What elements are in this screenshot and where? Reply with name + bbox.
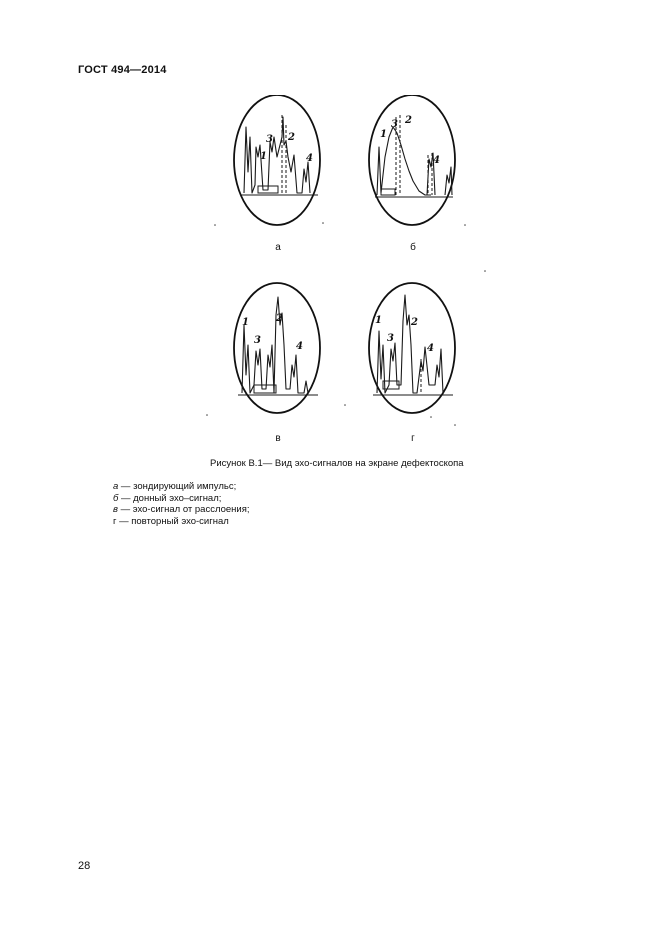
trace-label-4: 4 bbox=[296, 341, 303, 352]
scope-panel-c bbox=[234, 283, 320, 413]
trace-label-4: 4 bbox=[427, 343, 434, 354]
legend-text: — зондирующий импульс; bbox=[118, 481, 237, 492]
legend-key: в bbox=[113, 504, 118, 515]
trace-label-2: 2 bbox=[411, 317, 418, 328]
trace-label-3: 3 bbox=[391, 119, 398, 130]
panel-label-d: г bbox=[411, 433, 415, 444]
oscilloscope-figure bbox=[195, 95, 495, 450]
scope-panel-d bbox=[369, 283, 455, 413]
panel-label-c: в bbox=[275, 433, 281, 444]
trace-label-4: 4 bbox=[433, 155, 440, 166]
legend-item bbox=[113, 481, 250, 493]
panel-label-b: б bbox=[410, 242, 416, 253]
legend-key: а bbox=[113, 481, 119, 492]
legend-text: — повторный эхо-сигнал bbox=[116, 515, 229, 527]
scope-panel-b bbox=[369, 95, 455, 225]
trace-label-4: 4 bbox=[306, 153, 313, 164]
legend-item bbox=[113, 493, 250, 505]
page-number: 28 bbox=[78, 860, 91, 872]
legend-key: г bbox=[113, 515, 117, 527]
trace-label-3: 3 bbox=[254, 335, 261, 346]
trace-label-2: 2 bbox=[405, 115, 412, 126]
trace-label-1: 1 bbox=[242, 317, 249, 328]
legend-item bbox=[113, 516, 250, 528]
figure-panels bbox=[195, 95, 495, 450]
trace-label-3: 3 bbox=[387, 333, 394, 344]
trace-label-1: 1 bbox=[375, 315, 382, 326]
figure-legend bbox=[113, 481, 250, 527]
legend-item bbox=[113, 504, 250, 516]
legend-key: б bbox=[113, 492, 119, 504]
legend-text: — донный эхо–сигнал; bbox=[118, 492, 222, 504]
trace-label-1: 1 bbox=[260, 151, 267, 162]
panel-label-a: а bbox=[275, 242, 281, 253]
trace-label-3: 3 bbox=[266, 134, 273, 145]
trace-label-1: 1 bbox=[380, 129, 387, 140]
trace-label-2: 2 bbox=[288, 132, 295, 143]
figure-caption: Рисунок В.1— Вид эхо-сигналов на экране дефектоскопа bbox=[210, 458, 464, 469]
trace-label-2: 2 bbox=[276, 313, 283, 324]
legend-text: — эхо-сигнал от расслоения; bbox=[117, 504, 250, 515]
scope-panel-a bbox=[234, 95, 320, 225]
document-header: ГОСТ 494—2014 bbox=[78, 64, 167, 76]
